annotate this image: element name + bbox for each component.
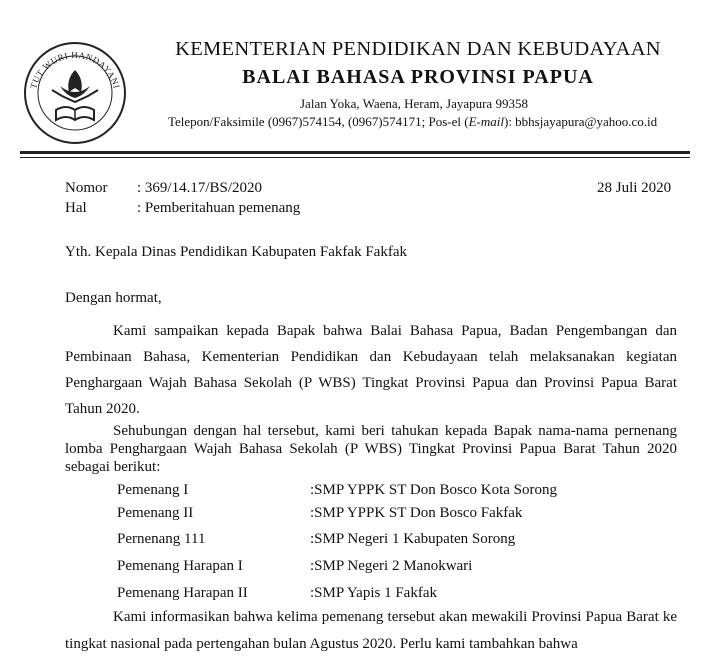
office-name: BALAI BAHASA PROVINSI PAPUA (242, 66, 594, 88)
recipient: Yth. Kepala Dinas Pendidikan Kabupaten Fakfak Fakfak (65, 244, 407, 260)
nomor-label: Nomor (65, 180, 108, 196)
logo-motto: TUT WURI HANDAYANI (28, 49, 122, 90)
winner-school: :SMP YPPK ST Don Bosco Kota Sorong (310, 482, 557, 498)
letterhead-rule-thick (20, 151, 690, 154)
paragraph-1: Kami sampaikan kepada Bapak bahwa Balai Bahasa Papua, Badan Pengembangan dan Pembinaan Bahasa, Kementerian Pendidikan dan Kebudayaan telah melaksanakan kegiatan Penghargaan Wajah Bahasa Sekolah (P WBS) Tingkat Provinsi Papua dan Provinsi Papua Barat Tahun 2020. (65, 323, 677, 417)
winner-school: :SMP Negeri 1 Kabupaten Sorong (310, 531, 516, 547)
winner-label: Pemenang Harapan II (117, 585, 248, 601)
winner-school: :SMP YPPK ST Don Bosco Fakfak (310, 505, 523, 521)
winner-school: :SMP Negeri 2 Manokwari (310, 558, 473, 574)
winner-label: Pernenang 111 (117, 531, 206, 547)
hal-value: : Pemberitahuan pemenang (137, 200, 301, 216)
paragraph-2: Sehubungan dengan hal tersebut, kami beri tahukan kepada Bapak nama-nama pernenang lomba Penghargaan Wajah Bahasa Sekolah (P WBS) Tingkat Provinsi Papua Barat Tahun 2020 sebagai berikut: (65, 423, 677, 475)
winner-school: :SMP Yapis 1 Fakfak (310, 585, 437, 601)
office-address: Jalan Yoka, Waena, Heram, Jayapura 99358 (300, 96, 528, 111)
paragraph-3: Kami informasikan bahwa kelima pemenang tersebut akan mewakili Provinsi Papua Barat ke tingkat nasional pada pertengahan bulan Agustus 2020. Perlu kami tambahkan bahwa (65, 609, 677, 652)
winner-label: Pemenang Harapan I (117, 558, 243, 574)
letter-date: 28 Juli 2020 (597, 180, 672, 196)
winner-label: Pemenang I (117, 482, 189, 498)
nomor-value: : 369/14.17/BS/2020 (137, 180, 263, 196)
letterhead-rule-thin (20, 157, 690, 158)
salutation: Dengan hormat, (65, 290, 162, 306)
ministry-name: KEMENTERIAN PENDIDIKAN DAN KEBUDAYAAN (175, 38, 661, 60)
winner-label: Pemenang II (117, 505, 194, 521)
hal-label: Hal (65, 200, 87, 216)
tut-wuri-handayani-logo (22, 40, 128, 146)
office-contact: Telepon/Faksimile (0967)574154, (0967)574171; Pos-el (E-mail): bbhsjayapura@yahoo.co.id (168, 114, 658, 129)
